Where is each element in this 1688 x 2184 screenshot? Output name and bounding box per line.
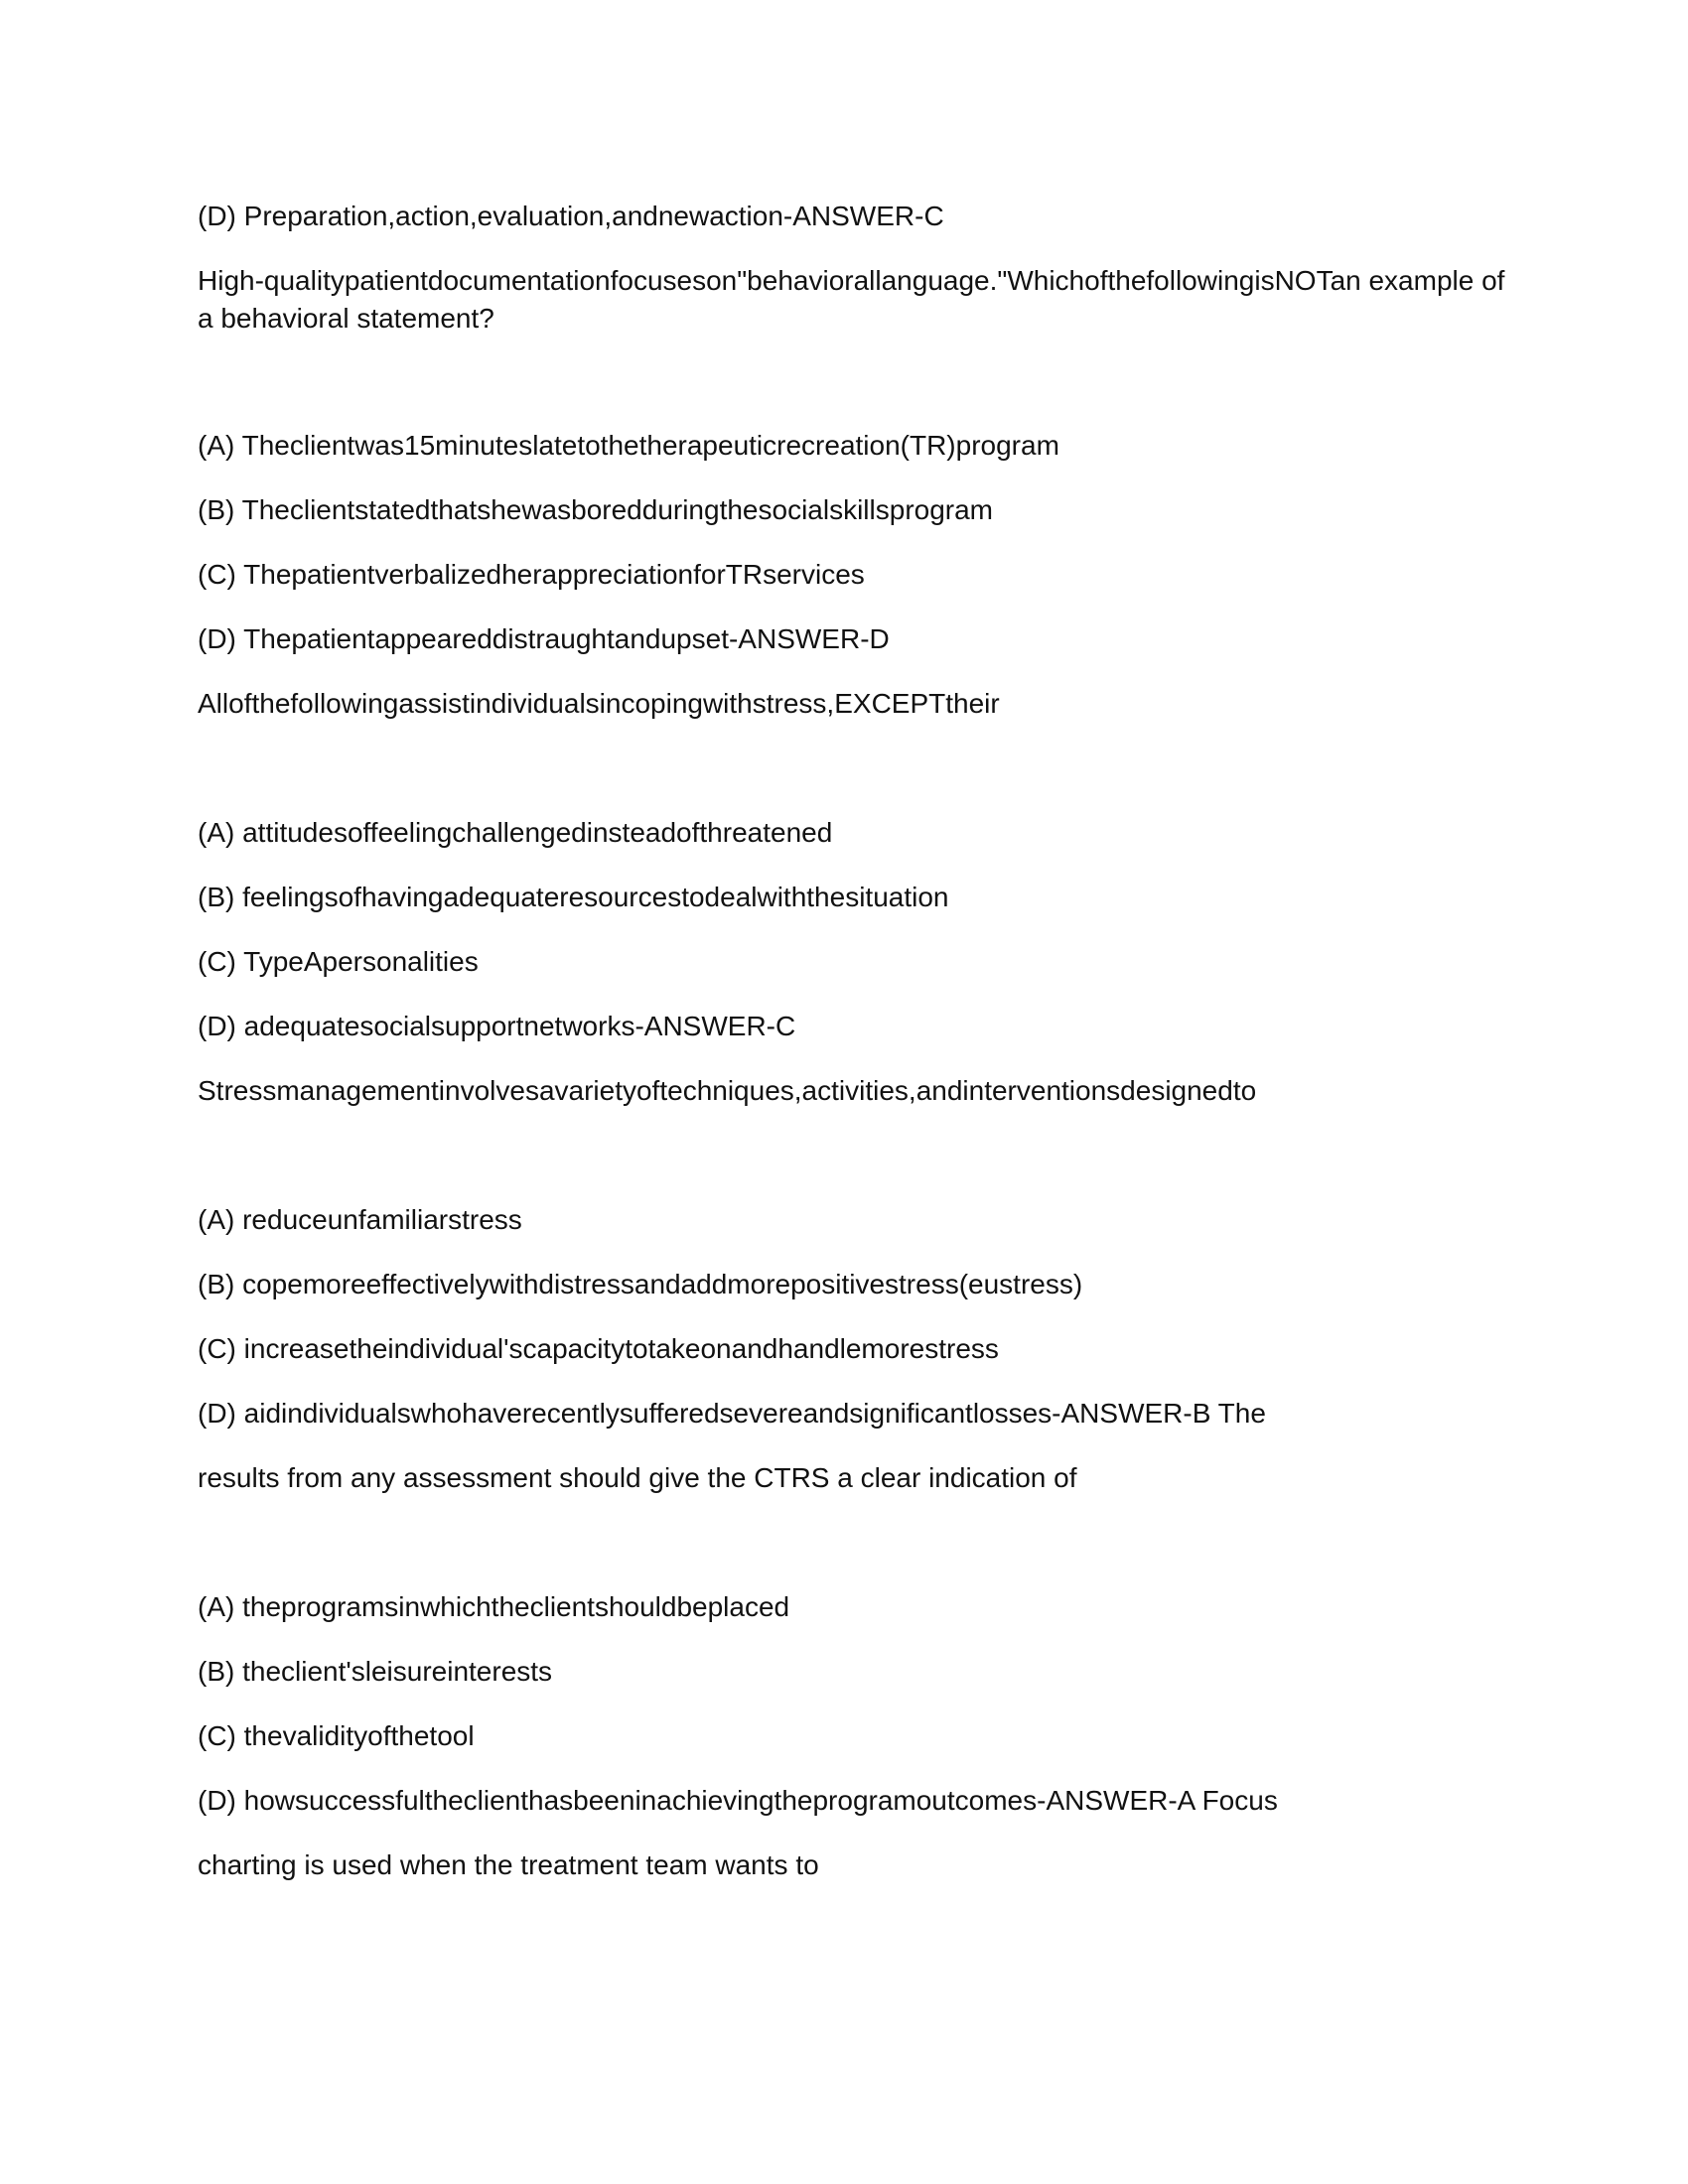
option-c-type-a: (C) TypeApersonalities (198, 946, 479, 977)
question-coping-stress: Allofthefollowingassistindividualsincopingwithstress,EXCEPTtheir (198, 688, 1000, 719)
option-a-unfamiliar-stress: (A) reduceunfamiliarstress (198, 1204, 522, 1235)
option-b-eustress: (B) copemoreeffectivelywithdistressandaddmorepositivestress(eustress) (198, 1269, 1083, 1299)
answer-line-d-preparation: (D) Preparation,action,evaluation,andnewaction-ANSWER-C (198, 201, 944, 231)
question-assessment-results: results from any assessment should give the CTRS a clear indication of (198, 1462, 1077, 1493)
option-a-client-late: (A) Theclientwas15minuteslatetothetherapeuticrecreation(TR)program (198, 430, 1059, 461)
option-a-programs: (A) theprogramsinwhichtheclientshouldbeplaced (198, 1591, 790, 1622)
option-c-validity: (C) thevalidityofthetool (198, 1720, 475, 1751)
option-c-appreciation: (C) ThepatientverbalizedherappreciationforTRservices (198, 559, 865, 590)
option-b-resources: (B) feelingsofhavingadequateresourcestodealwiththesituation (198, 882, 949, 912)
option-b-client-bored: (B) Theclientstatedthatshewasboredduringthesocialskillsprogram (198, 494, 994, 525)
option-d-support-answer: (D) adequatesocialsupportnetworks-ANSWER-C (198, 1011, 796, 1041)
option-d-outcomes-answer: (D) howsuccessfultheclienthasbeeninachievingtheprogramoutcomes-ANSWER-A Focus (198, 1785, 1278, 1816)
option-d-distraught-answer: (D) Thepatientappeareddistraughtandupset-ANSWER-D (198, 623, 890, 654)
option-a-attitudes: (A) attitudesoffeelingchallengedinsteadofthreatened (198, 817, 833, 848)
option-d-losses-answer: (D) aidindividualswhohaverecentlysufferedsevereandsignificantlosses-ANSWER-B The (198, 1398, 1266, 1429)
question-focus-charting: charting is used when the treatment team wants to (198, 1849, 819, 1880)
question-stress-management: Stressmanagementinvolvesavarietyoftechniques,activities,andinterventionsdesignedto (198, 1075, 1257, 1106)
question-behavioral-statement: High-qualitypatientdocumentationfocuseson"behaviorallanguage."WhichofthefollowingisNOTan example of a behavioral statement? (198, 265, 1505, 334)
option-b-leisure-interests: (B) theclient'sleisureinterests (198, 1656, 553, 1687)
option-c-capacity: (C) increasetheindividual'scapacitytotakeonandhandlemorestress (198, 1333, 999, 1364)
